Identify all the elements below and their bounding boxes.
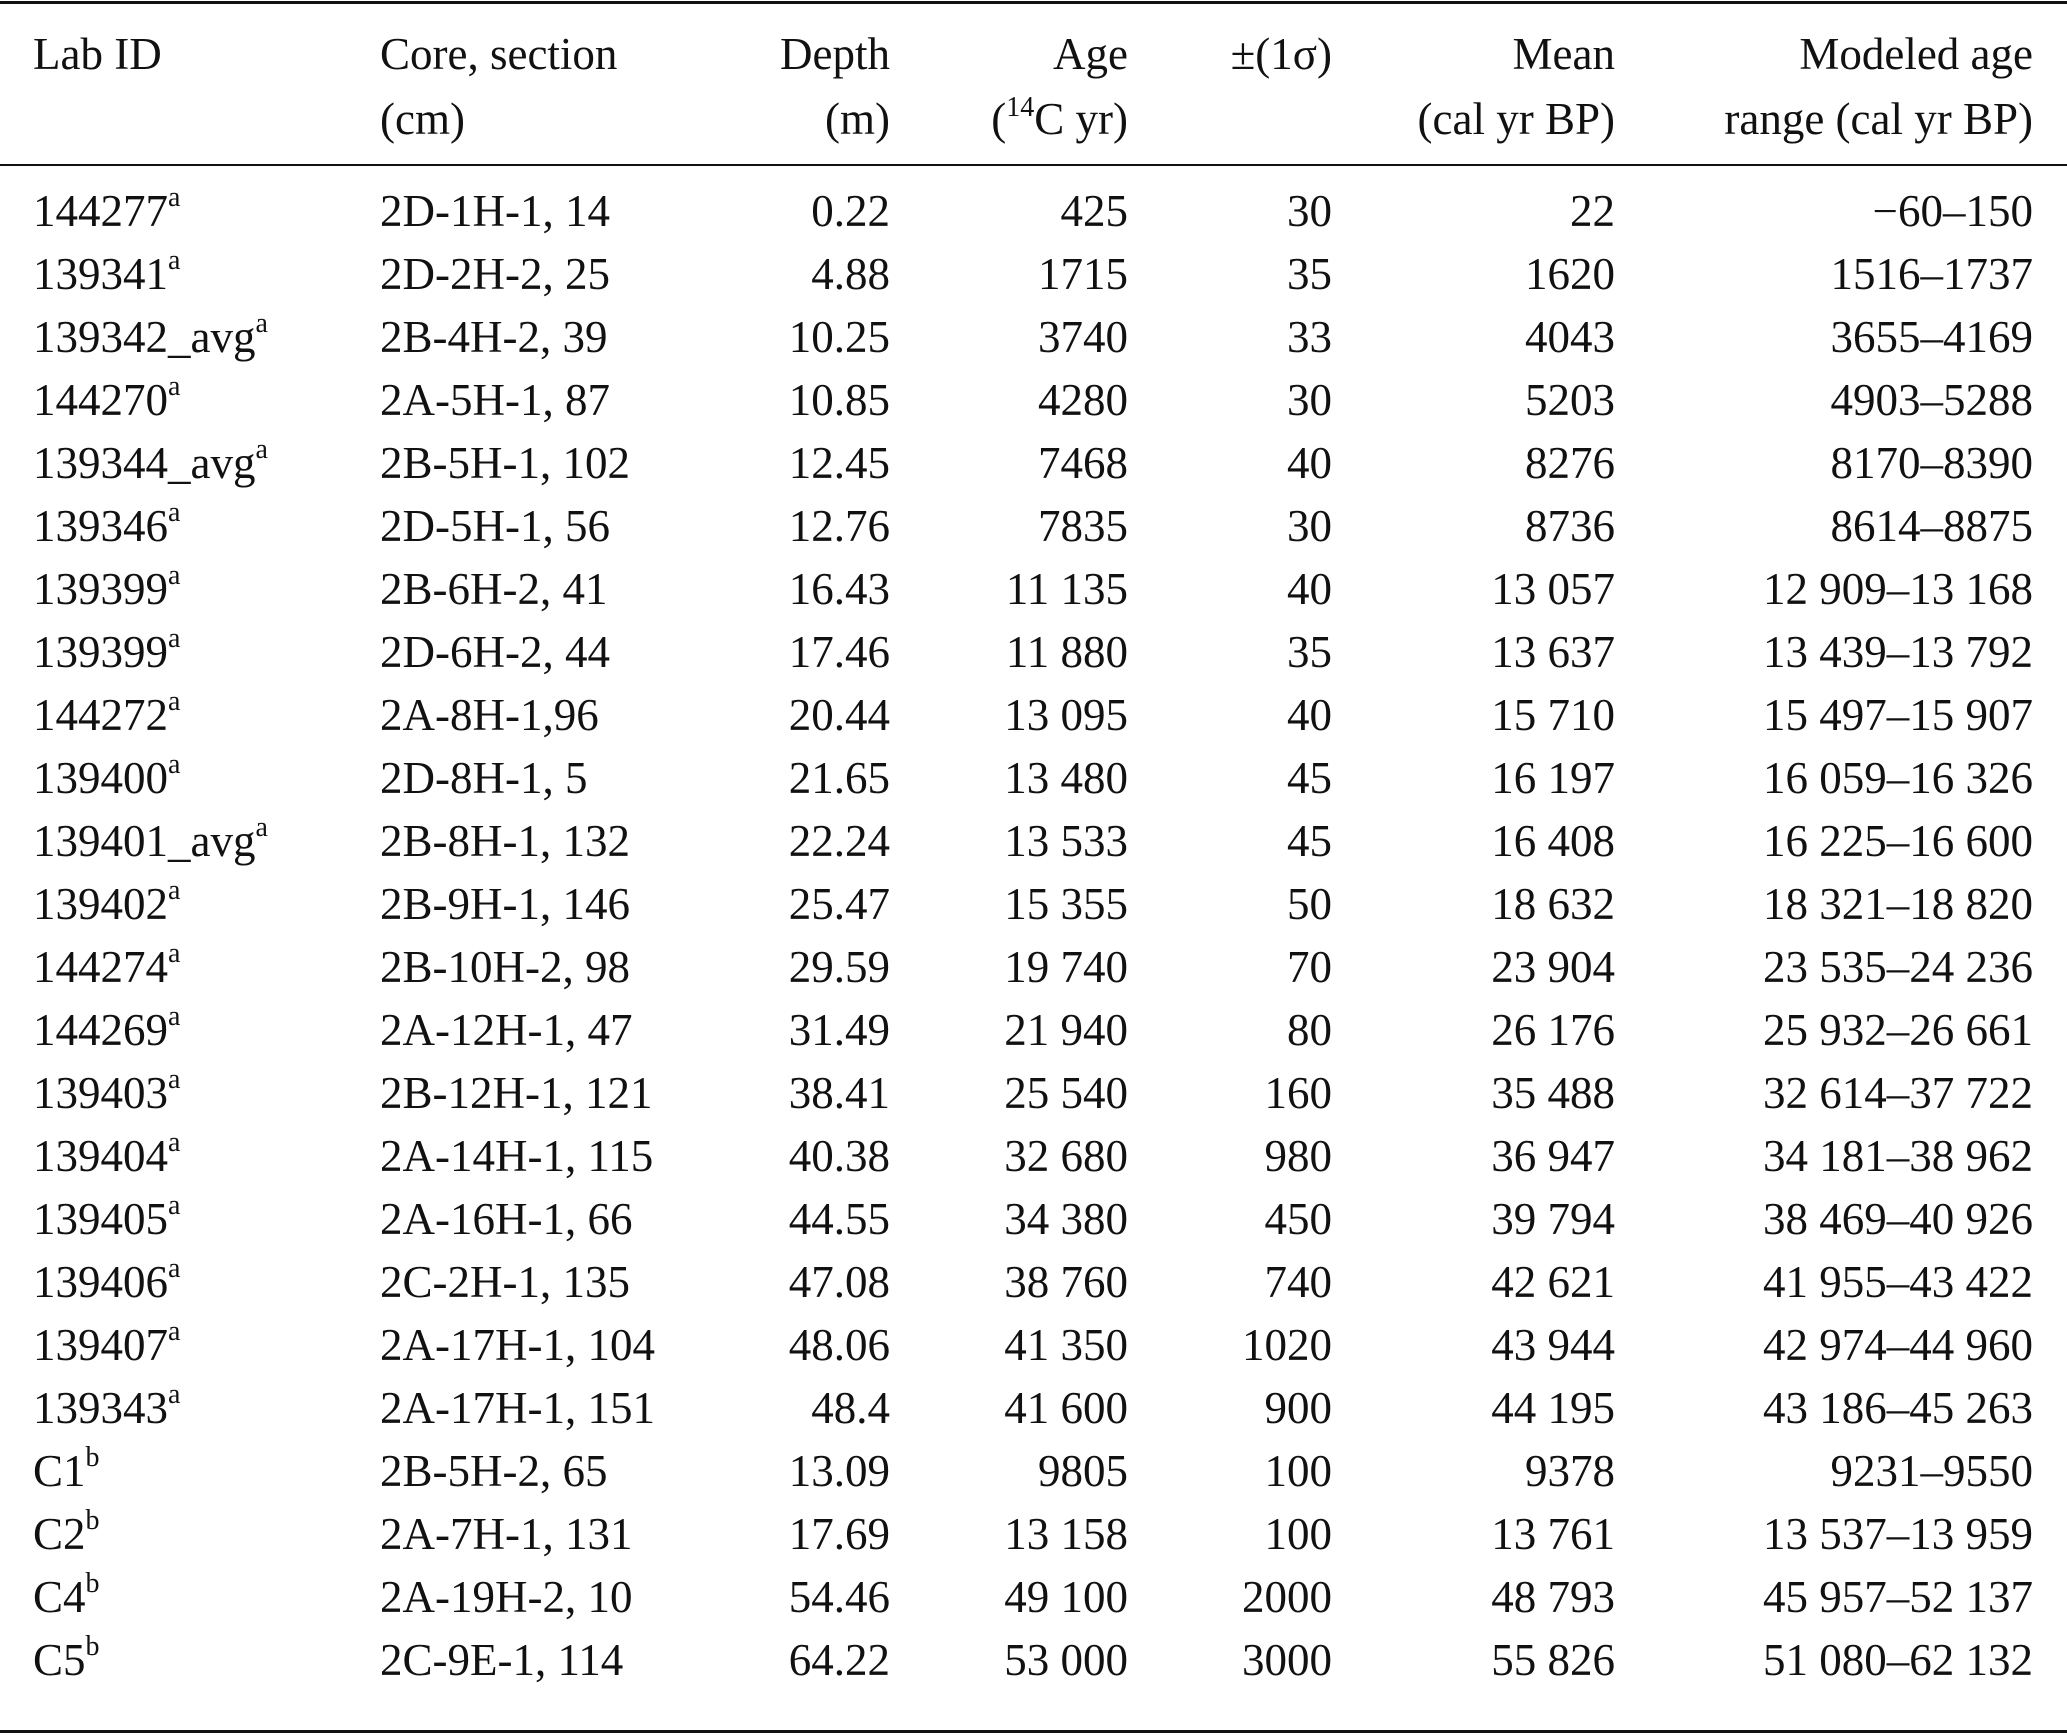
cell-sigma: 30 — [1287, 186, 1332, 236]
cell-modeled-age-range: 34 181–38 962 — [1763, 1131, 2033, 1181]
cell-lab-id: 144277$^a$ — [33, 182, 181, 236]
cell-lab-id: C2$^b$ — [33, 1505, 100, 1559]
table-header-rule — [0, 164, 2067, 166]
cell-mean: 23 904 — [1491, 942, 1615, 992]
cell-depth: 16.43 — [788, 564, 890, 614]
cell-core-section: 2D-2H-2, 25 — [380, 249, 610, 299]
cell-core-section: 2B-6H-2, 41 — [380, 564, 608, 614]
header-depth: Depth (m) — [780, 29, 890, 144]
cell-core-section: 2A-7H-1, 131 — [380, 1509, 633, 1559]
footnote-marker: a — [168, 1316, 181, 1347]
cell-core-section: 2A-17H-1, 104 — [380, 1320, 655, 1370]
cell-age: 41 600 — [1004, 1383, 1128, 1433]
table-row — [0, 1314, 2067, 1377]
cell-sigma: 3000 — [1242, 1635, 1332, 1685]
table-row — [0, 306, 2067, 369]
cell-modeled-age-range: 4903–5288 — [1830, 375, 2033, 425]
cell-mean: 13 637 — [1491, 627, 1615, 677]
table-row — [0, 1062, 2067, 1125]
cell-sigma: 80 — [1287, 1005, 1332, 1055]
cell-core-section: 2A-17H-1, 151 — [380, 1383, 655, 1433]
cell-depth: 17.46 — [788, 627, 890, 677]
cell-sigma: 30 — [1287, 375, 1332, 425]
footnote-marker: a — [168, 497, 181, 528]
cell-modeled-age-range: 43 186–45 263 — [1763, 1383, 2033, 1433]
cell-sigma: 1020 — [1242, 1320, 1332, 1370]
table-row — [0, 243, 2067, 306]
cell-lab-id: 139402$^a$ — [33, 875, 181, 929]
table-bottom-rule — [0, 1730, 2067, 1733]
cell-mean: 39 794 — [1491, 1194, 1615, 1244]
footnote-marker: a — [168, 686, 181, 717]
cell-lab-id: 139399$^a$ — [33, 623, 181, 677]
footnote-marker: a — [168, 371, 181, 402]
cell-age: 41 350 — [1004, 1320, 1128, 1370]
cell-lab-id: 144274$^a$ — [33, 938, 181, 992]
cell-lab-id: 139407$^a$ — [33, 1316, 181, 1370]
footnote-marker: a — [168, 1253, 181, 1284]
cell-mean: 48 793 — [1491, 1572, 1615, 1622]
cell-depth: 17.69 — [788, 1509, 890, 1559]
cell-lab-id: C4$^b$ — [33, 1568, 100, 1622]
cell-modeled-age-range: 42 974–44 960 — [1763, 1320, 2033, 1370]
footnote-marker: a — [255, 812, 268, 843]
cell-depth: 29.59 — [788, 942, 890, 992]
table-row — [0, 558, 2067, 621]
cell-core-section: 2B-5H-1, 102 — [380, 438, 630, 488]
cell-sigma: 900 — [1264, 1383, 1332, 1433]
header-sigma: ±(1σ) — [1230, 29, 1332, 79]
cell-sigma: 45 — [1287, 753, 1332, 803]
cell-depth: 38.41 — [788, 1068, 890, 1118]
cell-mean: 16 408 — [1491, 816, 1615, 866]
cell-lab-id: 144270$^a$ — [33, 371, 181, 425]
cell-age: 53 000 — [1004, 1635, 1128, 1685]
cell-lab-id: 139346$^a$ — [33, 497, 181, 551]
cell-sigma: 40 — [1287, 690, 1332, 740]
cell-depth: 54.46 — [788, 1572, 890, 1622]
cell-lab-id: 139403$^a$ — [33, 1064, 181, 1118]
cell-sigma: 740 — [1264, 1257, 1332, 1307]
cell-sigma: 45 — [1287, 816, 1332, 866]
cell-modeled-age-range: 16 059–16 326 — [1763, 753, 2033, 803]
cell-depth: 48.06 — [788, 1320, 890, 1370]
cell-age: 425 — [1060, 186, 1128, 236]
cell-age: 32 680 — [1004, 1131, 1128, 1181]
cell-core-section: 2D-1H-1, 14 — [380, 186, 610, 236]
footnote-marker: b — [85, 1442, 100, 1473]
footnote-marker: a — [255, 434, 268, 465]
cell-age: 21 940 — [1004, 1005, 1128, 1055]
cell-modeled-age-range: 15 497–15 907 — [1763, 690, 2033, 740]
table-body — [0, 180, 2067, 1692]
cell-modeled-age-range: 38 469–40 926 — [1763, 1194, 2033, 1244]
table-row — [0, 495, 2067, 558]
footnote-marker: a — [168, 623, 181, 654]
cell-core-section: 2B-4H-2, 39 — [380, 312, 608, 362]
cell-mean: 35 488 — [1491, 1068, 1615, 1118]
cell-core-section: 2A-14H-1, 115 — [380, 1131, 654, 1181]
cell-modeled-age-range: 25 932–26 661 — [1763, 1005, 2033, 1055]
cell-modeled-age-range: 8614–8875 — [1830, 501, 2033, 551]
footnote-marker: b — [85, 1568, 100, 1599]
table-row — [0, 684, 2067, 747]
header-mean: Mean (cal yr BP) — [1417, 29, 1615, 144]
cell-core-section: 2B-10H-2, 98 — [380, 942, 630, 992]
cell-modeled-age-range: 32 614–37 722 — [1763, 1068, 2033, 1118]
cell-mean: 1620 — [1525, 249, 1615, 299]
cell-sigma: 30 — [1287, 501, 1332, 551]
cell-mean: 13 057 — [1491, 564, 1615, 614]
cell-depth: 21.65 — [788, 753, 890, 803]
cell-sigma: 35 — [1287, 249, 1332, 299]
cell-core-section: 2A-16H-1, 66 — [380, 1194, 633, 1244]
cell-modeled-age-range: 16 225–16 600 — [1763, 816, 2033, 866]
cell-core-section: 2D-5H-1, 56 — [380, 501, 610, 551]
cell-depth: 22.24 — [788, 816, 890, 866]
cell-modeled-age-range: 1516–1737 — [1830, 249, 2033, 299]
footnote-marker: a — [168, 1001, 181, 1032]
cell-lab-id: 139406$^a$ — [33, 1253, 181, 1307]
cell-lab-id: 144272$^a$ — [33, 686, 181, 740]
cell-mean: 16 197 — [1491, 753, 1615, 803]
cell-mean: 8276 — [1525, 438, 1615, 488]
table-row — [0, 432, 2067, 495]
footnote-marker: a — [168, 1127, 181, 1158]
cell-depth: 4.88 — [811, 249, 890, 299]
cell-sigma: 2000 — [1242, 1572, 1332, 1622]
footnote-marker: b — [85, 1505, 100, 1536]
cell-lab-id: C1$^b$ — [33, 1442, 100, 1496]
header-core-section: Core, section (cm) — [380, 29, 618, 144]
cell-depth: 47.08 — [788, 1257, 890, 1307]
cell-age: 11 880 — [1005, 627, 1128, 677]
cell-modeled-age-range: 41 955–43 422 — [1763, 1257, 2033, 1307]
cell-age: 1715 — [1038, 249, 1128, 299]
cell-lab-id: 139404$^a$ — [33, 1127, 181, 1181]
cell-sigma: 100 — [1264, 1446, 1332, 1496]
table-row — [0, 1188, 2067, 1251]
cell-modeled-age-range: 13 439–13 792 — [1763, 627, 2033, 677]
cell-age: 13 480 — [1004, 753, 1128, 803]
cell-core-section: 2D-6H-2, 44 — [380, 627, 610, 677]
cell-age: 38 760 — [1004, 1257, 1128, 1307]
cell-mean: 9378 — [1525, 1446, 1615, 1496]
cell-core-section: 2A-19H-2, 10 — [380, 1572, 633, 1622]
footnote-marker: a — [168, 875, 181, 906]
cell-depth: 40.38 — [788, 1131, 890, 1181]
cell-modeled-age-range: 12 909–13 168 — [1763, 564, 2033, 614]
cell-sigma: 33 — [1287, 312, 1332, 362]
cell-sigma: 980 — [1264, 1131, 1332, 1181]
table-row — [0, 369, 2067, 432]
table-row — [0, 1566, 2067, 1629]
table-row — [0, 1440, 2067, 1503]
cell-depth: 0.22 — [811, 186, 890, 236]
table-header — [0, 22, 2067, 152]
footnote-marker: a — [168, 182, 181, 213]
cell-mean: 15 710 — [1491, 690, 1615, 740]
cell-age: 13 533 — [1004, 816, 1128, 866]
cell-core-section: 2A-8H-1,96 — [380, 690, 599, 740]
cell-modeled-age-range: 18 321–18 820 — [1763, 879, 2033, 929]
cell-age: 13 095 — [1004, 690, 1128, 740]
cell-mean: 18 632 — [1491, 879, 1615, 929]
footnote-marker: b — [85, 1631, 100, 1662]
footnote-marker: a — [168, 1064, 181, 1095]
cell-age: 11 135 — [1005, 564, 1128, 614]
table-row — [0, 1125, 2067, 1188]
header-lab-id: Lab ID — [33, 29, 162, 79]
cell-mean: 5203 — [1525, 375, 1615, 425]
table-row — [0, 621, 2067, 684]
cell-age: 4280 — [1038, 375, 1128, 425]
cell-modeled-age-range: 51 080–62 132 — [1763, 1635, 2033, 1685]
footnote-marker: a — [168, 1379, 181, 1410]
cell-depth: 31.49 — [788, 1005, 890, 1055]
cell-depth: 20.44 — [788, 690, 890, 740]
cell-modeled-age-range: −60–150 — [1872, 186, 2033, 236]
cell-core-section: 2B-9H-1, 146 — [380, 879, 630, 929]
cell-lab-id: 139344_avg$^a$ — [33, 434, 268, 488]
cell-lab-id: 139400$^a$ — [33, 749, 181, 803]
cell-core-section: 2B-8H-1, 132 — [380, 816, 630, 866]
table-row — [0, 810, 2067, 873]
cell-sigma: 70 — [1287, 942, 1332, 992]
table-row — [0, 747, 2067, 810]
table-row — [0, 1377, 2067, 1440]
header-age: Age ($^{14}$C yr) — [991, 29, 1128, 144]
cell-sigma: 450 — [1264, 1194, 1332, 1244]
cell-mean: 26 176 — [1491, 1005, 1615, 1055]
cell-mean: 13 761 — [1491, 1509, 1615, 1559]
cell-mean: 8736 — [1525, 501, 1615, 551]
cell-age: 49 100 — [1004, 1572, 1128, 1622]
cell-age: 34 380 — [1004, 1194, 1128, 1244]
table-row — [0, 873, 2067, 936]
cell-lab-id: 139343$^a$ — [33, 1379, 181, 1433]
cell-age: 7468 — [1038, 438, 1128, 488]
cell-core-section: 2C-2H-1, 135 — [380, 1257, 630, 1307]
cell-depth: 25.47 — [788, 879, 890, 929]
cell-mean: 43 944 — [1491, 1320, 1615, 1370]
cell-sigma: 100 — [1264, 1509, 1332, 1559]
cell-age: 15 355 — [1004, 879, 1128, 929]
cell-depth: 44.55 — [788, 1194, 890, 1244]
cell-lab-id: 139399$^a$ — [33, 560, 181, 614]
cell-mean: 22 — [1570, 186, 1615, 236]
cell-age: 9805 — [1038, 1446, 1128, 1496]
cell-depth: 48.4 — [811, 1383, 890, 1433]
table-row — [0, 1629, 2067, 1692]
cell-modeled-age-range: 8170–8390 — [1830, 438, 2033, 488]
cell-mean: 55 826 — [1491, 1635, 1615, 1685]
cell-lab-id: C5$^b$ — [33, 1631, 100, 1685]
cell-age: 3740 — [1038, 312, 1128, 362]
cell-age: 7835 — [1038, 501, 1128, 551]
footnote-marker: a — [255, 308, 268, 339]
cell-depth: 12.45 — [788, 438, 890, 488]
footnote-marker: a — [168, 1190, 181, 1221]
cell-core-section: 2C-9E-1, 114 — [380, 1635, 624, 1685]
cell-mean: 36 947 — [1491, 1131, 1615, 1181]
cell-mean: 44 195 — [1491, 1383, 1615, 1433]
table-row — [0, 1251, 2067, 1314]
table-row — [0, 936, 2067, 999]
table-row — [0, 1503, 2067, 1566]
footnote-marker: a — [168, 560, 181, 591]
cell-sigma: 35 — [1287, 627, 1332, 677]
cell-depth: 13.09 — [788, 1446, 890, 1496]
cell-modeled-age-range: 45 957–52 137 — [1763, 1572, 2033, 1622]
cell-lab-id: 139341$^a$ — [33, 245, 181, 299]
cell-core-section: 2D-8H-1, 5 — [380, 753, 588, 803]
cell-lab-id: 144269$^a$ — [33, 1001, 181, 1055]
cell-mean: 4043 — [1525, 312, 1615, 362]
cell-mean: 42 621 — [1491, 1257, 1615, 1307]
cell-age: 13 158 — [1004, 1509, 1128, 1559]
header-modeled-age-range: Modeled age range (cal yr BP) — [1724, 29, 2033, 144]
cell-age: 25 540 — [1004, 1068, 1128, 1118]
cell-lab-id: 139405$^a$ — [33, 1190, 181, 1244]
table-row — [0, 180, 2067, 243]
cell-core-section: 2B-12H-1, 121 — [380, 1068, 653, 1118]
cell-modeled-age-range: 23 535–24 236 — [1763, 942, 2033, 992]
cell-depth: 12.76 — [788, 501, 890, 551]
cell-modeled-age-range: 9231–9550 — [1830, 1446, 2033, 1496]
cell-sigma: 40 — [1287, 438, 1332, 488]
cell-core-section: 2A-12H-1, 47 — [380, 1005, 633, 1055]
cell-modeled-age-range: 13 537–13 959 — [1763, 1509, 2033, 1559]
table-top-rule — [0, 1, 2067, 4]
footnote-marker: a — [168, 749, 181, 780]
cell-depth: 10.25 — [788, 312, 890, 362]
cell-sigma: 160 — [1264, 1068, 1332, 1118]
cell-core-section: 2B-5H-2, 65 — [380, 1446, 608, 1496]
cell-age: 19 740 — [1004, 942, 1128, 992]
cell-depth: 10.85 — [788, 375, 890, 425]
cell-lab-id: 139342_avg$^a$ — [33, 308, 268, 362]
table-row — [0, 999, 2067, 1062]
cell-lab-id: 139401_avg$^a$ — [33, 812, 268, 866]
cell-depth: 64.22 — [788, 1635, 890, 1685]
cell-sigma: 40 — [1287, 564, 1332, 614]
cell-modeled-age-range: 3655–4169 — [1830, 312, 2033, 362]
footnote-marker: a — [168, 938, 181, 969]
footnote-marker: a — [168, 245, 181, 276]
cell-core-section: 2A-5H-1, 87 — [380, 375, 610, 425]
cell-sigma: 50 — [1287, 879, 1332, 929]
